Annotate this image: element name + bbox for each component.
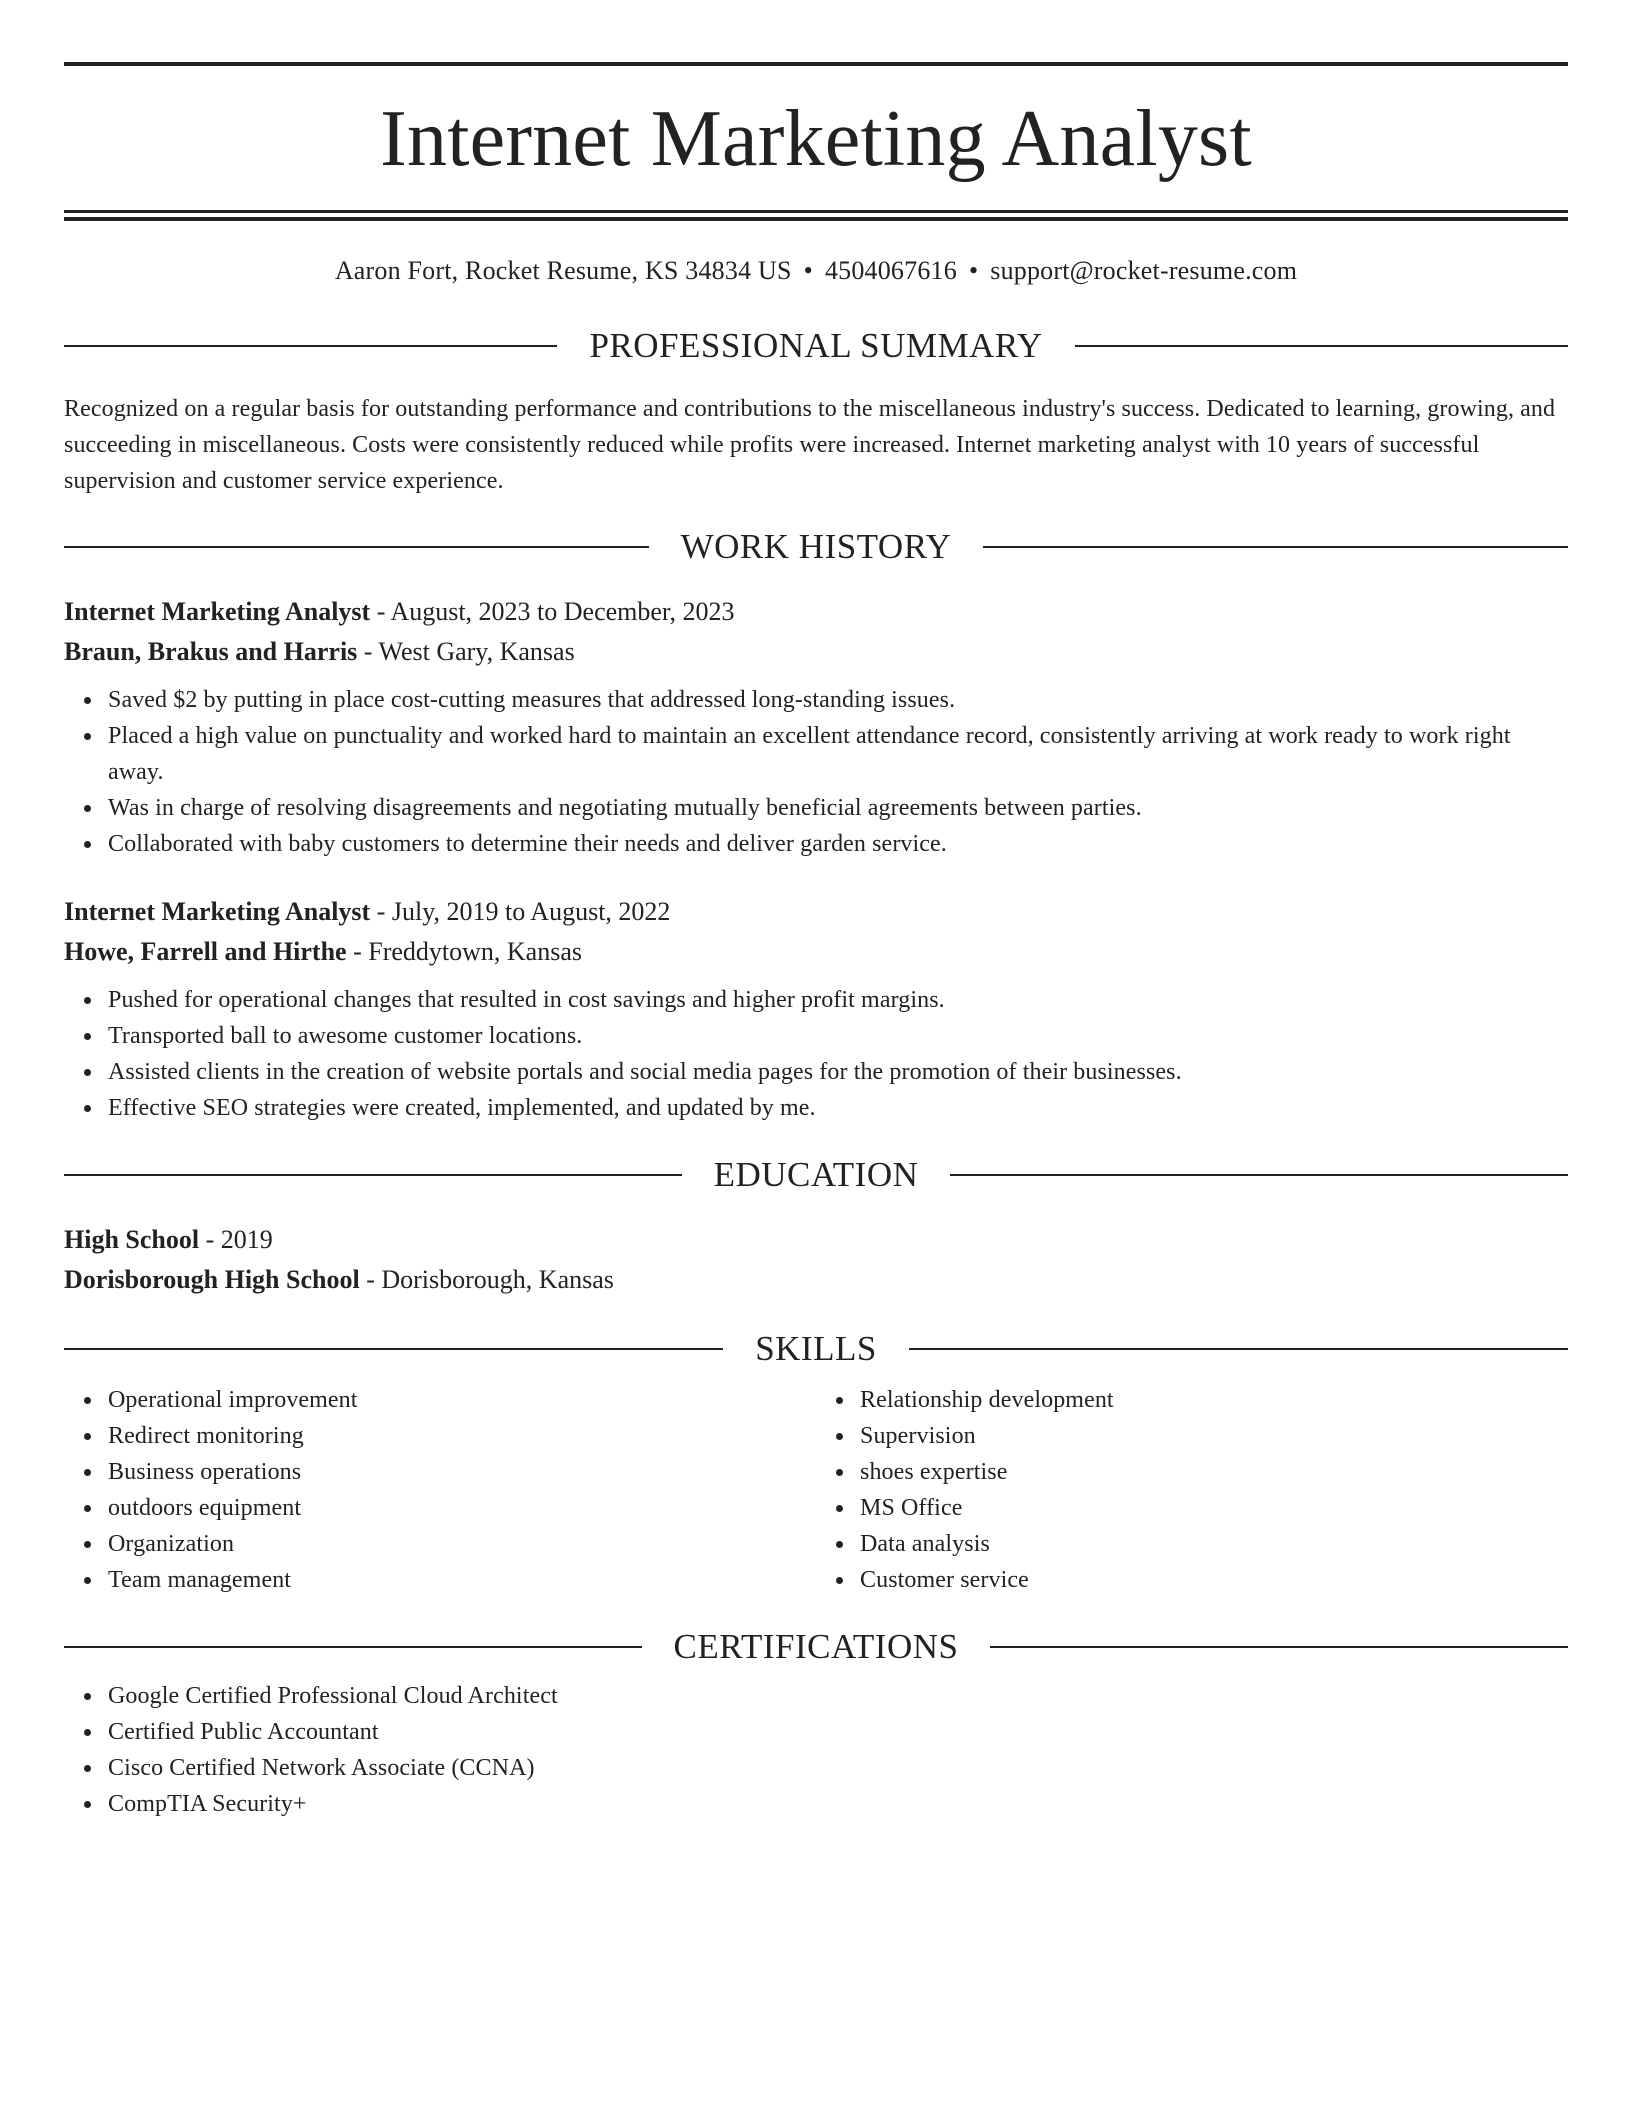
list-item: Team management (108, 1562, 816, 1598)
contact-line (64, 254, 1568, 288)
section-title: PROFESSIONAL SUMMARY (589, 326, 1043, 365)
education-location: - Dorisborough, Kansas (359, 1265, 614, 1294)
heading-rule (64, 1174, 682, 1176)
list-item: outdoors equipment (108, 1490, 816, 1526)
list-item: Collaborated with baby customers to determine their needs and deliver garden service. (108, 826, 1568, 862)
job-title-line (64, 592, 1568, 632)
job-entry (64, 892, 1568, 1126)
heading-rule (909, 1348, 1568, 1350)
skills-columns (64, 1382, 1568, 1598)
list-item: Effective SEO strategies were created, implemented, and updated by me. (108, 1090, 1568, 1126)
heading-rule (64, 1646, 642, 1648)
list-item: Saved $2 by putting in place cost-cutting measures that addressed long-standing issues. (108, 682, 1568, 718)
job-entry (64, 592, 1568, 862)
skills-list-left (64, 1382, 816, 1598)
section-heading-summary (64, 325, 1568, 367)
list-item: Was in charge of resolving disagreements and negotiating mutually beneficial agreements between parties. (108, 790, 1568, 826)
list-item: Organization (108, 1526, 816, 1562)
list-item: Assisted clients in the creation of website portals and social media pages for the promotion of their businesses. (108, 1054, 1568, 1090)
section-heading-skills (64, 1328, 1568, 1370)
section-heading-certifications (64, 1626, 1568, 1668)
list-item: MS Office (860, 1490, 1568, 1526)
job-company: Howe, Farrell and Hirthe (64, 937, 347, 966)
contact-separator: • (803, 256, 813, 285)
job-role: Internet Marketing Analyst (64, 897, 371, 926)
education-degree-line (64, 1220, 1568, 1260)
summary-text: Recognized on a regular basis for outstanding performance and contributions to the miscellaneous industry's success. Dedicated to learning, growing, and succeeding in miscellaneous. Costs were consistently reduced while profits were increased. Internet marketing analyst with 10 years of successful supervision and customer service experience. (64, 396, 1556, 494)
list-item: Data analysis (860, 1526, 1568, 1562)
contact-address: Aaron Fort, Rocket Resume, KS 34834 US (334, 256, 792, 285)
list-item: Pushed for operational changes that resulted in cost savings and higher profit margins. (108, 982, 1568, 1018)
contact-email: support@rocket-resume.com (990, 256, 1298, 285)
list-item: Redirect monitoring (108, 1418, 816, 1454)
list-item: Placed a high value on punctuality and worked hard to maintain an excellent attendance record, consistently arriving at work ready to work right away. (108, 718, 1568, 790)
job-company-line (64, 632, 1568, 672)
heading-rule (983, 546, 1568, 548)
job-company: Braun, Brakus and Harris (64, 637, 358, 666)
job-title-line (64, 892, 1568, 932)
job-location: - Freddytown, Kansas (346, 937, 583, 966)
top-rule (64, 62, 1568, 66)
contact-phone: 4504067616 (824, 256, 957, 285)
job-bullets (64, 682, 1568, 862)
job-dates: - July, 2019 to August, 2022 (370, 897, 671, 926)
contact-separator: • (968, 256, 979, 285)
education-school: Dorisborough High School (64, 1265, 360, 1294)
heading-rule (64, 345, 557, 347)
job-role: Internet Marketing Analyst (64, 597, 371, 626)
section-heading-education (64, 1154, 1568, 1196)
education-year: - 2019 (199, 1225, 273, 1254)
job-company-line (64, 932, 1568, 972)
education-entry (64, 1220, 1568, 1300)
list-item: Google Certified Professional Cloud Architect (108, 1678, 1568, 1714)
section-title: WORK HISTORY (680, 527, 952, 566)
list-item: Certified Public Accountant (108, 1714, 1568, 1750)
list-item: Customer service (860, 1562, 1568, 1598)
list-item: CompTIA Security+ (108, 1786, 1568, 1822)
job-dates: - August, 2023 to December, 2023 (370, 597, 735, 626)
heading-rule (990, 1646, 1568, 1648)
list-item: Business operations (108, 1454, 816, 1490)
list-item: Transported ball to awesome customer locations. (108, 1018, 1568, 1054)
list-item: Supervision (860, 1418, 1568, 1454)
list-item: Relationship development (860, 1382, 1568, 1418)
section-heading-work-history (64, 526, 1568, 568)
section-title: SKILLS (755, 1329, 877, 1368)
heading-rule (1075, 345, 1568, 347)
section-title: EDUCATION (713, 1155, 919, 1194)
job-location: - West Gary, Kansas (357, 637, 575, 666)
job-bullets (64, 982, 1568, 1126)
list-item: Cisco Certified Network Associate (CCNA) (108, 1750, 1568, 1786)
education-school-line (64, 1260, 1568, 1300)
certifications-list (64, 1678, 1568, 1822)
section-title: CERTIFICATIONS (673, 1627, 959, 1666)
list-item: Operational improvement (108, 1382, 816, 1418)
heading-rule (64, 1348, 723, 1350)
list-item: shoes expertise (860, 1454, 1568, 1490)
double-rule (64, 210, 1568, 221)
heading-rule (950, 1174, 1568, 1176)
skills-list-right (816, 1382, 1568, 1598)
heading-rule (64, 546, 649, 548)
candidate-name: Internet Marketing Analyst (380, 95, 1252, 183)
education-degree: High School (64, 1225, 200, 1254)
